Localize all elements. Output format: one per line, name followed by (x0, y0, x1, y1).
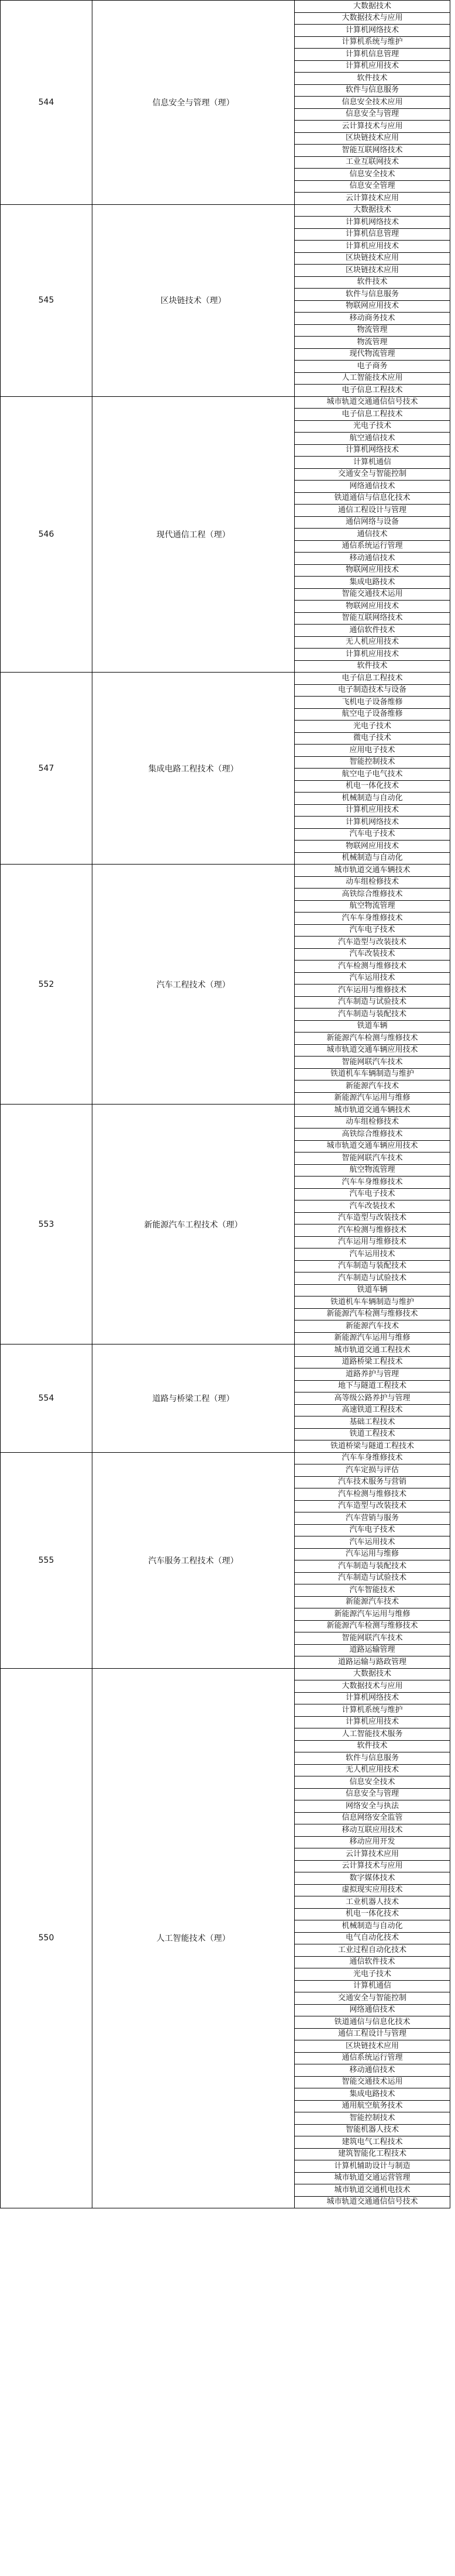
major-code: 545 (1, 204, 92, 396)
course-cell: 大数据技术 (295, 1, 450, 13)
course-cell: 计算机应用技术 (295, 241, 450, 253)
course-cell: 光电子技术 (295, 721, 450, 733)
course-cell: 移动应用开发 (295, 1836, 450, 1848)
course-cell: 航空电子设备维修 (295, 708, 450, 721)
course-cell: 机电一体化技术 (295, 1908, 450, 1920)
course-cell: 新能源汽车检测与维修技术 (295, 1308, 450, 1320)
course-cell: 通信软件技术 (295, 1956, 450, 1968)
course-cell: 虚拟现实应用技术 (295, 1884, 450, 1896)
course-cell: 道路桥梁工程技术 (295, 1356, 450, 1368)
table-row (1, 1452, 450, 1464)
course-cell: 智能网联汽车技术 (295, 1057, 450, 1069)
course-cell: 电子信息工程技术 (295, 385, 450, 397)
table-row (1, 1344, 450, 1357)
course-cell: 铁道机车车辆制造与维护 (295, 1296, 450, 1309)
course-cell: 计算机网络技术 (295, 444, 450, 457)
course-cell: 软件与信息服务 (295, 84, 450, 97)
course-cell: 高铁综合维修技术 (295, 1128, 450, 1141)
course-cell: 新能源汽车运用与维修 (295, 1608, 450, 1621)
course-cell: 区块链技术应用 (295, 265, 450, 277)
course-cell: 高铁综合维修技术 (295, 889, 450, 901)
course-cell: 人工智能技术应用 (295, 372, 450, 385)
course-cell: 汽车造型与改装技术 (295, 1500, 450, 1512)
course-cell: 汽车运用技术 (295, 972, 450, 985)
table-row (1, 865, 450, 877)
course-cell: 智能交通技术运用 (295, 588, 450, 601)
course-cell: 铁道桥梁与隧道工程技术 (295, 1440, 450, 1453)
course-cell: 计算机应用技术 (295, 60, 450, 73)
course-cell: 移动通信技术 (295, 2064, 450, 2077)
course-cell: 汽车定损与评估 (295, 1464, 450, 1477)
course-cell: 软件与信息服务 (295, 289, 450, 301)
course-cell: 信息安全管理 (295, 180, 450, 193)
course-cell: 智能互联网络技术 (295, 145, 450, 157)
course-cell: 信息安全与管理 (295, 1788, 450, 1800)
course-cell: 通信软件技术 (295, 625, 450, 637)
course-cell: 汽车制造与装配技术 (295, 1009, 450, 1021)
course-cell: 铁道车辆 (295, 1020, 450, 1033)
course-cell: 信息安全技术 (295, 169, 450, 181)
course-cell: 区块链技术应用 (295, 252, 450, 265)
course-cell: 计算机系统与维护 (295, 36, 450, 49)
major-code: 550 (1, 1668, 92, 2208)
course-cell: 新能源汽车运用与维修 (295, 1332, 450, 1344)
course-cell: 城市轨道交通机电技术 (295, 2184, 450, 2197)
course-cell: 新能源汽车技术 (295, 1596, 450, 1608)
course-cell: 智能互联网络技术 (295, 612, 450, 625)
course-cell: 现代物流管理 (295, 348, 450, 361)
course-cell: 飞机电子设备维修 (295, 697, 450, 709)
course-cell: 机电一体化技术 (295, 780, 450, 793)
course-cell: 通信系统运行管理 (295, 2052, 450, 2064)
course-cell: 汽车技术服务与营销 (295, 1476, 450, 1488)
course-cell: 机械制造与自动化 (295, 852, 450, 865)
course-cell: 城市轨道交通通信信号技术 (295, 2196, 450, 2208)
course-cell: 智能网联汽车技术 (295, 1152, 450, 1165)
course-cell: 电子制造技术与设备 (295, 684, 450, 697)
course-cell: 电子信息工程技术 (295, 673, 450, 685)
course-cell: 软件技术 (295, 276, 450, 289)
major-code: 553 (1, 1105, 92, 1344)
course-cell: 汽车改装技术 (295, 948, 450, 961)
course-cell: 铁道机车车辆制造与维护 (295, 1068, 450, 1081)
table-row (1, 673, 450, 685)
course-cell: 城市轨道交通通信信号技术 (295, 396, 450, 409)
course-cell: 汽车制造与装配技术 (295, 1260, 450, 1272)
course-cell: 动车组检修技术 (295, 876, 450, 889)
course-cell: 新能源汽车技术 (295, 1320, 450, 1333)
course-cell: 大数据技术 (295, 204, 450, 217)
course-cell: 城市轨道交通车辆技术 (295, 865, 450, 877)
course-cell: 网络通信技术 (295, 481, 450, 493)
course-cell: 铁道工程技术 (295, 1428, 450, 1440)
course-cell: 计算机应用技术 (295, 804, 450, 817)
course-cell: 航空电子电气技术 (295, 769, 450, 781)
course-cell: 铁道通信与信息化技术 (295, 492, 450, 505)
course-cell: 工业互联网技术 (295, 156, 450, 169)
course-cell: 汽车改装技术 (295, 1200, 450, 1213)
course-cell: 汽车检测与维修技术 (295, 961, 450, 973)
course-cell: 汽车制造与试验技术 (295, 1272, 450, 1285)
course-cell: 计算机信息管理 (295, 228, 450, 241)
course-cell: 城市轨道交通车辆应用技术 (295, 1140, 450, 1152)
course-cell: 电气自动化技术 (295, 1932, 450, 1944)
course-cell: 集成电路技术 (295, 577, 450, 589)
course-cell: 通信技术 (295, 529, 450, 541)
course-cell: 基础工程技术 (295, 1416, 450, 1429)
course-cell: 信息网络安全监管 (295, 1812, 450, 1824)
major-code: 555 (1, 1452, 92, 1668)
course-cell: 云计算技术应用 (295, 193, 450, 205)
major-code: 544 (1, 1, 92, 205)
course-cell: 微电子技术 (295, 732, 450, 745)
course-cell: 道路运输管理 (295, 1644, 450, 1656)
major-name: 人工智能技术（理） (92, 1668, 295, 2208)
course-cell: 移动商务技术 (295, 313, 450, 325)
course-cell: 无人机应用技术 (295, 1764, 450, 1776)
course-cell: 计算机辅助设计与制造 (295, 2160, 450, 2173)
course-cell: 新能源汽车检测与维修技术 (295, 1033, 450, 1045)
course-cell: 汽车运用与维修技术 (295, 1236, 450, 1248)
course-cell: 汽车电子技术 (295, 1188, 450, 1200)
course-cell: 汽车制造与试验技术 (295, 996, 450, 1009)
course-cell: 信息安全技术 (295, 1776, 450, 1789)
course-cell: 智能控制技术 (295, 2112, 450, 2125)
major-name: 道路与桥梁工程（理） (92, 1344, 295, 1453)
course-cell: 移动互联应用技术 (295, 1824, 450, 1837)
course-cell: 地下与隧道工程技术 (295, 1380, 450, 1392)
course-cell: 软件技术 (295, 660, 450, 673)
course-cell: 汽车电子技术 (295, 924, 450, 937)
course-cell: 信息安全技术应用 (295, 97, 450, 109)
course-cell: 铁道车辆 (295, 1284, 450, 1296)
course-cell: 高速铁道工程技术 (295, 1404, 450, 1416)
course-cell: 汽车智能技术 (295, 1584, 450, 1597)
course-cell: 交通安全与智能控制 (295, 1992, 450, 2005)
course-cell: 汽车造型与改装技术 (295, 937, 450, 949)
course-cell: 计算机网络技术 (295, 25, 450, 37)
course-cell: 道路运输与路政管理 (295, 1656, 450, 1669)
table-row (1, 1105, 450, 1117)
course-cell: 云计算技术应用 (295, 1848, 450, 1861)
course-cell: 道路养护与管理 (295, 1368, 450, 1381)
course-cell: 物联网应用技术 (295, 841, 450, 853)
major-name: 信息安全与管理（理） (92, 1, 295, 205)
major-name: 集成电路工程技术（理） (92, 673, 295, 865)
course-cell: 无人机应用技术 (295, 636, 450, 649)
course-cell: 汽车运用与维修技术 (295, 985, 450, 997)
course-cell: 计算机网络技术 (295, 1692, 450, 1704)
major-code: 546 (1, 396, 92, 673)
major-name: 现代通信工程（理） (92, 396, 295, 673)
course-cell: 新能源汽车运用与维修 (295, 1092, 450, 1105)
course-cell: 汽车车身维修技术 (295, 1176, 450, 1189)
course-cell: 智能网联汽车技术 (295, 1632, 450, 1645)
course-cell: 物联网应用技术 (295, 564, 450, 577)
course-cell: 动车组检修技术 (295, 1116, 450, 1128)
course-cell: 区块链技术应用 (295, 2040, 450, 2053)
major-code: 547 (1, 673, 92, 865)
course-cell: 通信网络与设备 (295, 516, 450, 529)
course-cell: 建筑智能化工程技术 (295, 2148, 450, 2160)
course-cell: 汽车运用技术 (295, 1536, 450, 1549)
course-cell: 铁道通信与信息化技术 (295, 2016, 450, 2029)
course-cell: 物流管理 (295, 337, 450, 349)
course-cell: 新能源汽车检测与维修技术 (295, 1620, 450, 1632)
table-row (1, 1668, 450, 1680)
course-cell: 人工智能技术服务 (295, 1728, 450, 1741)
major-name: 汽车服务工程技术（理） (92, 1452, 295, 1668)
major-name: 新能源汽车工程技术（理） (92, 1105, 295, 1344)
course-cell: 电子商务 (295, 361, 450, 373)
course-cell: 汽车运用技术 (295, 1248, 450, 1261)
course-cell: 电子信息工程技术 (295, 409, 450, 421)
table-row (1, 396, 450, 409)
course-cell: 城市轨道交通车辆应用技术 (295, 1044, 450, 1057)
course-cell: 软件与信息服务 (295, 1752, 450, 1765)
course-cell: 网络安全与执法 (295, 1800, 450, 1813)
course-cell: 汽车运用与维修 (295, 1548, 450, 1560)
course-cell: 计算机系统与维护 (295, 1704, 450, 1717)
course-cell: 航空物流管理 (295, 1164, 450, 1176)
course-cell: 计算机应用技术 (295, 1716, 450, 1728)
course-cell: 光电子技术 (295, 420, 450, 433)
course-cell: 集成电路技术 (295, 2088, 450, 2101)
course-cell: 智能机器人技术 (295, 2124, 450, 2136)
course-cell: 计算机应用技术 (295, 649, 450, 661)
course-cell: 航空通信技术 (295, 433, 450, 445)
course-cell: 云计算技术与应用 (295, 1860, 450, 1872)
course-cell: 计算机信息管理 (295, 49, 450, 61)
course-cell: 工业机器人技术 (295, 1896, 450, 1909)
course-cell: 汽车电子技术 (295, 828, 450, 841)
course-cell: 智能交通技术运用 (295, 2076, 450, 2088)
course-cell: 航空物流管理 (295, 900, 450, 913)
course-cell: 计算机网络技术 (295, 817, 450, 829)
course-cell: 计算机通信 (295, 457, 450, 469)
course-cell: 通用航空航务技术 (295, 2100, 450, 2112)
table-row (1, 204, 450, 217)
course-cell: 计算机通信 (295, 1980, 450, 1992)
course-cell: 大数据技术 (295, 1668, 450, 1680)
course-cell: 信息安全与管理 (295, 108, 450, 121)
course-cell: 应用电子技术 (295, 745, 450, 757)
course-cell: 建筑电气工程技术 (295, 2136, 450, 2149)
course-cell: 计算机网络技术 (295, 217, 450, 229)
major-name: 区块链技术（理） (92, 204, 295, 396)
course-cell: 通信系统运行管理 (295, 540, 450, 553)
course-cell: 高等级公路养护与管理 (295, 1392, 450, 1405)
course-cell: 汽车营销与服务 (295, 1512, 450, 1525)
major-name: 汽车工程技术（理） (92, 865, 295, 1105)
course-cell: 工业过程自动化技术 (295, 1944, 450, 1957)
table-body (1, 1, 450, 2208)
course-cell: 云计算技术与应用 (295, 121, 450, 133)
course-cell: 物流管理 (295, 324, 450, 337)
course-cell: 通信工程设计与管理 (295, 505, 450, 517)
course-cell: 汽车车身维修技术 (295, 913, 450, 925)
course-cell: 新能源汽车技术 (295, 1081, 450, 1093)
course-cell: 城市轨道交通车辆技术 (295, 1105, 450, 1117)
course-cell: 汽车电子技术 (295, 1524, 450, 1536)
course-cell: 数字媒体技术 (295, 1872, 450, 1885)
course-cell: 物联网应用技术 (295, 300, 450, 313)
course-cell: 区块链技术应用 (295, 132, 450, 145)
course-cell: 汽车检测与维修技术 (295, 1224, 450, 1237)
table-row (1, 1, 450, 13)
course-cell: 光电子技术 (295, 1968, 450, 1981)
course-cell: 城市轨道交通工程技术 (295, 1344, 450, 1357)
course-cell: 汽车检测与维修技术 (295, 1488, 450, 1501)
course-cell: 城市轨道交通运营管理 (295, 2172, 450, 2184)
course-cell: 智能控制技术 (295, 756, 450, 769)
course-cell: 机械制造与自动化 (295, 793, 450, 805)
course-cell: 汽车制造与试验技术 (295, 1572, 450, 1584)
major-code: 552 (1, 865, 92, 1105)
course-cell: 汽车造型与改装技术 (295, 1212, 450, 1224)
course-cell: 通信工程设计与管理 (295, 2028, 450, 2040)
course-cell: 交通安全与智能控制 (295, 468, 450, 481)
course-cell: 汽车制造与装配技术 (295, 1560, 450, 1573)
course-cell: 软件技术 (295, 1740, 450, 1752)
course-cell: 移动通信技术 (295, 553, 450, 565)
major-code: 554 (1, 1344, 92, 1453)
course-cell: 物联网应用技术 (295, 601, 450, 613)
course-cell: 大数据技术与应用 (295, 12, 450, 25)
course-cell: 机械制造与自动化 (295, 1920, 450, 1933)
course-cell: 软件技术 (295, 73, 450, 85)
course-cell: 汽车车身维修技术 (295, 1452, 450, 1464)
course-cell: 网络通信技术 (295, 2004, 450, 2016)
course-cell: 大数据技术与应用 (295, 1680, 450, 1693)
